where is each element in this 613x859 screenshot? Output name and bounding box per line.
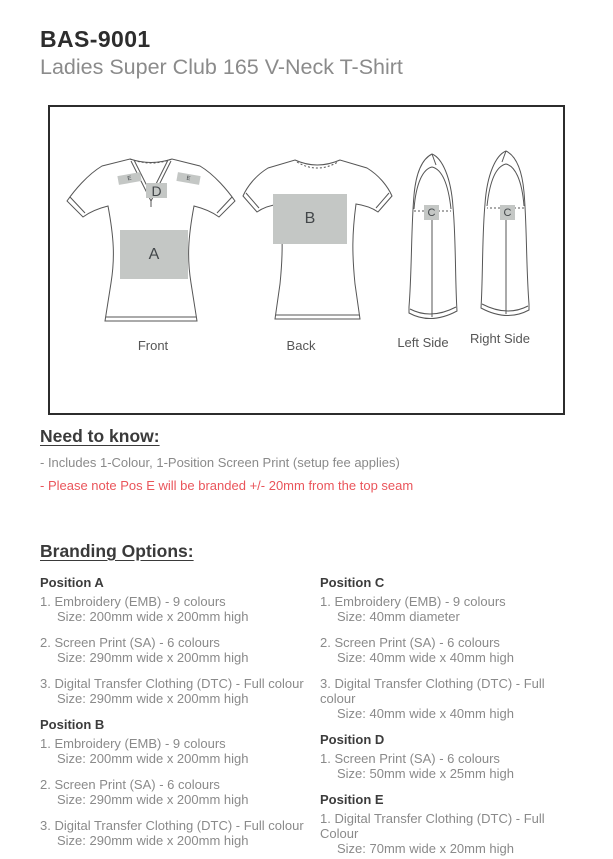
branding-option-line: 3. Digital Transfer Clothing (DTC) - Full colour [320,676,545,706]
position-d-title: Position D [320,732,385,747]
position-a-title: Position A [40,575,104,590]
product-code: BAS-9001 [40,26,151,52]
branding-option-size: Size: 40mm wide x 40mm high [337,706,515,721]
branding-option-item [320,676,573,721]
branding-column-right [320,575,573,859]
branding-option-item [40,818,320,848]
branding-options-section [40,541,573,859]
branding-option-item [320,751,573,781]
branding-option-size: Size: 290mm wide x 200mm high [57,650,249,665]
view-label-right-side: Right Side [470,331,530,346]
view-label-back: Back [286,338,316,353]
branding-option-line: 2. Screen Print (SA) - 6 colours [40,635,220,650]
garment-diagram-panel [48,105,565,415]
branding-option-size: Size: 200mm wide x 200mm high [57,609,249,624]
branding-option-item [40,635,320,665]
branding-option-size: Size: 70mm wide x 20mm high [337,841,515,856]
branding-option-line: 1. Embroidery (EMB) - 9 colours [320,594,506,609]
branding-option-size: Size: 40mm diameter [337,609,460,624]
branding-option-line: 3. Digital Transfer Clothing (DTC) - Full colour [40,676,304,691]
branding-columns [40,575,573,859]
position-b-title: Position B [40,717,105,732]
placement-marker-b: B [273,194,347,244]
position-e-block [320,792,573,856]
placement-marker-a: A [120,230,188,279]
placement-marker-e-right: E [176,172,200,185]
branding-option-item [320,594,573,624]
need-to-know-heading: Need to know: [40,426,160,446]
view-label-front: Front [137,338,169,353]
position-d-block [320,732,573,781]
branding-option-line: 1. Embroidery (EMB) - 9 colours [40,736,226,751]
branding-option-item [40,676,320,706]
branding-option-item [320,635,573,665]
branding-option-size: Size: 50mm wide x 25mm high [337,766,515,781]
need-to-know-section [40,426,573,501]
need-to-know-note-2: - Please note Pos E will be branded +/- 20mm from the top seam [40,478,414,493]
branding-option-size: Size: 290mm wide x 200mm high [57,792,249,807]
placement-marker-c-left: C [424,205,439,220]
branding-options-heading: Branding Options: [40,541,194,561]
branding-option-line: 1. Digital Transfer Clothing (DTC) - Full Colour [320,811,545,841]
branding-option-size: Size: 290mm wide x 200mm high [57,691,249,706]
view-label-left-side: Left Side [397,335,449,350]
branding-option-size: Size: 40mm wide x 40mm high [337,650,515,665]
branding-column-left [40,575,320,859]
right-side-view-illustration [474,146,540,338]
branding-option-size: Size: 290mm wide x 200mm high [57,833,249,848]
branding-option-item [320,811,573,856]
branding-option-line: 1. Screen Print (SA) - 6 colours [320,751,500,766]
position-e-title: Position E [320,792,384,807]
branding-option-line: 2. Screen Print (SA) - 6 colours [320,635,500,650]
position-a-block [40,575,320,706]
product-name: Ladies Super Club 165 V-Neck T-Shirt [40,55,403,79]
branding-option-item [40,777,320,807]
placement-marker-d: D [146,183,167,198]
placement-marker-e-left: E [117,172,141,185]
branding-option-line: 1. Embroidery (EMB) - 9 colours [40,594,226,609]
position-b-block [40,717,320,848]
position-c-title: Position C [320,575,385,590]
left-side-view-illustration [398,149,464,341]
branding-option-line: 3. Digital Transfer Clothing (DTC) - Full colour [40,818,304,833]
branding-option-item [40,594,320,624]
placement-marker-c-right: C [500,205,515,220]
branding-option-line: 2. Screen Print (SA) - 6 colours [40,777,220,792]
branding-option-item [40,736,320,766]
branding-option-size: Size: 200mm wide x 200mm high [57,751,249,766]
need-to-know-note-1: - Includes 1-Colour, 1-Position Screen Print (setup fee applies) [40,455,400,470]
back-view-illustration [240,154,395,336]
position-c-block [320,575,573,721]
